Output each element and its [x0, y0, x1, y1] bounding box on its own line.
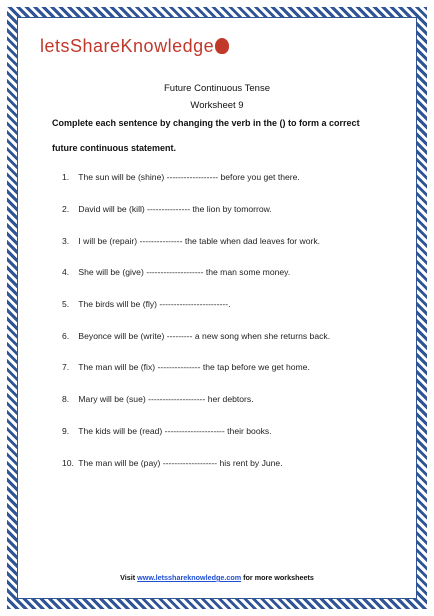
question-item [62, 236, 402, 246]
question-number: 1. [62, 172, 70, 182]
question-number: 5. [62, 299, 70, 309]
question-item [62, 426, 402, 436]
site-logo [40, 36, 229, 62]
question-item [62, 299, 402, 309]
worksheet-number: Worksheet 9 [190, 100, 244, 111]
logo-text: letsShareKnowledge [40, 36, 215, 56]
worksheet-title: Future Continuous Tense [164, 83, 270, 94]
question-text: I will be (repair) --------------- the table when dad leaves for work. [78, 236, 321, 246]
question-number: 4. [62, 267, 70, 277]
question-number: 6. [62, 331, 70, 341]
question-number: 9. [62, 426, 70, 436]
question-number: 7. [62, 362, 70, 372]
question-text: The birds will be (fly) ------------------------. [78, 299, 231, 309]
website-link[interactable]: www.letsshareknowledge.com [137, 573, 242, 582]
question-item [62, 172, 402, 182]
instructions-line-2: future continuous statement. [52, 143, 177, 153]
footer-prefix: Visit [120, 573, 138, 582]
question-number: 10. [62, 458, 74, 468]
question-item [62, 362, 402, 372]
question-text: She will be (give) -------------------- the man some money. [78, 267, 291, 277]
question-text: Beyonce will be (write) --------- a new song when she returns back. [78, 331, 331, 341]
question-item [62, 331, 402, 341]
question-number: 2. [62, 204, 70, 214]
question-number: 3. [62, 236, 70, 246]
question-item [62, 204, 402, 214]
question-item [62, 394, 402, 404]
question-text: David will be (kill) --------------- the lion by tomorrow. [78, 204, 272, 214]
question-text: The sun will be (shine) ------------------ before you get there. [78, 172, 300, 182]
footer-suffix: for more worksheets [241, 573, 314, 582]
instructions-line-1: Complete each sentence by changing the verb in the () to form a correct [52, 118, 360, 128]
lightbulb-icon [215, 38, 229, 54]
question-text: The man will be (fix) --------------- the tap before we get home. [78, 362, 310, 372]
question-text: Mary will be (sue) -------------------- her debtors. [78, 394, 254, 404]
question-text: The kids will be (read) --------------------- their books. [78, 426, 272, 436]
question-text: The man will be (pay) ------------------- his rent by June. [78, 458, 283, 468]
footer-note [0, 573, 434, 582]
question-item [62, 458, 402, 468]
question-item [62, 267, 402, 277]
question-number: 8. [62, 394, 70, 404]
